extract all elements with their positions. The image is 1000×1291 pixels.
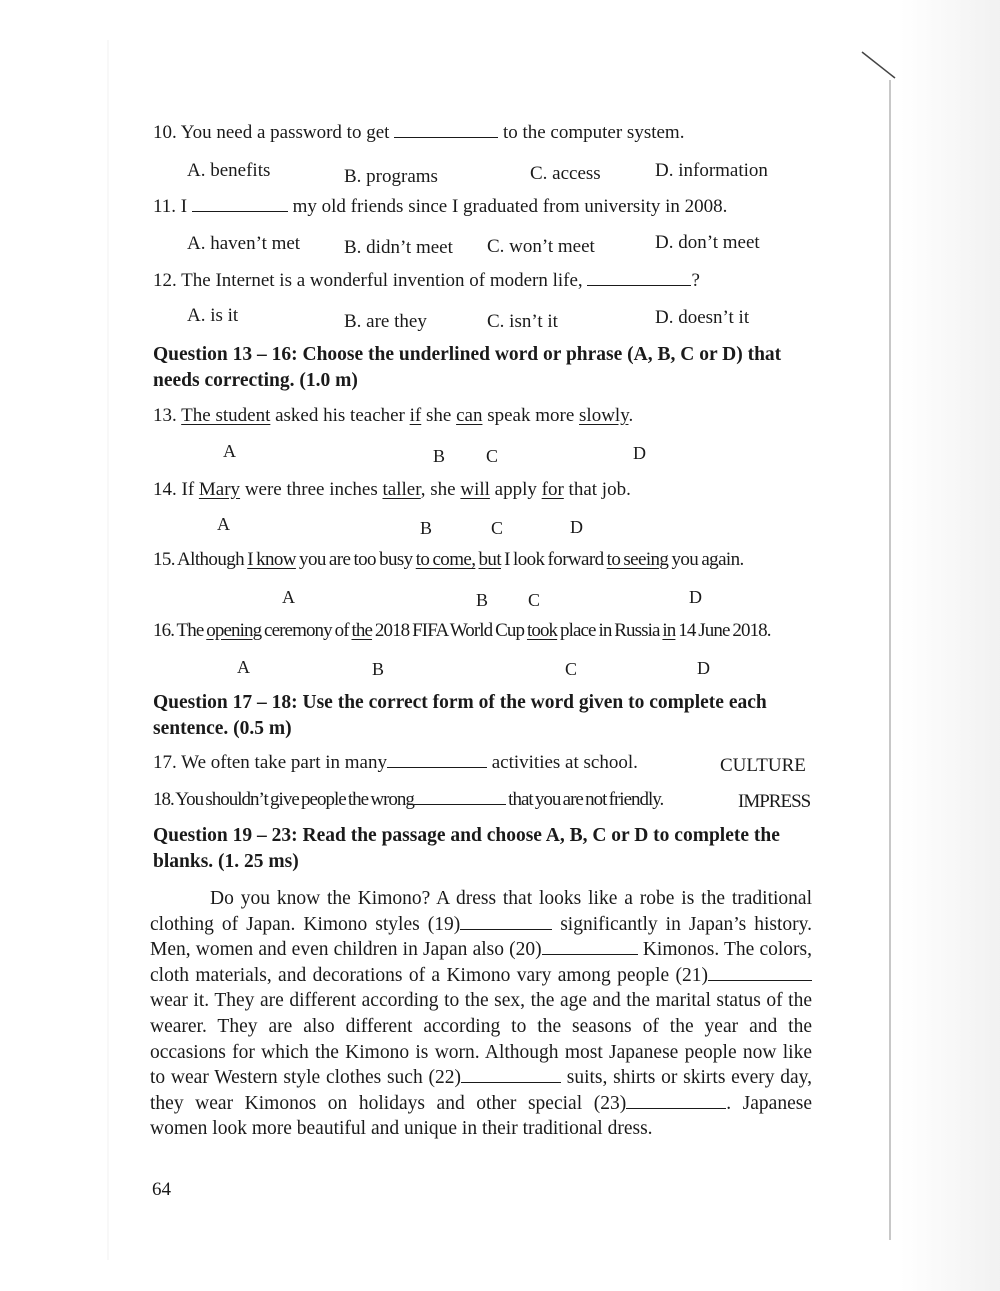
q10-option-b: B. programs <box>344 166 438 187</box>
q15-number: 15. Although <box>153 549 245 570</box>
question-17 <box>153 752 638 774</box>
q13-underlined-a: The student <box>181 405 271 426</box>
q14-text-4: that job. <box>568 479 631 500</box>
q16-mark-b: B <box>372 659 385 679</box>
question-12 <box>153 270 700 292</box>
q16-mark-a: A <box>237 657 250 677</box>
q14-mark-a: A <box>217 514 230 534</box>
q16-text-3: place in Russia <box>560 620 660 641</box>
q13-number: 13. <box>153 405 177 426</box>
q16-mark-c: C <box>565 659 578 679</box>
q11-option-c: C. won’t meet <box>487 236 595 257</box>
q15-underlined-b: to come, <box>415 549 476 570</box>
q12-option-d: D. doesn’t it <box>655 307 750 328</box>
q15-mark-b: B <box>476 590 489 610</box>
passage-part-6: . Japanese women look more beautiful and unique in their traditional dress. <box>150 1092 812 1140</box>
q16-mark-d: D <box>697 658 710 678</box>
q12-text-post: ? <box>691 270 700 291</box>
q13-mark-b: B <box>433 446 446 466</box>
q13-underlined-c: can <box>456 405 483 426</box>
q15-mark-a: A <box>282 587 295 607</box>
q12-option-c: C. isn’t it <box>487 311 558 332</box>
q16-number: 16. The <box>153 620 204 641</box>
q12-option-b: B. are they <box>344 311 427 332</box>
passage-part-3: Kimonos. The colors, cloth materials, and decorations of a Kimono vary among people (21) <box>150 939 813 986</box>
q14-underlined-a: Mary <box>198 479 241 500</box>
q16-text-2: 2018 FIFA World Cup <box>374 620 525 641</box>
question-14 <box>153 479 631 501</box>
q13-text-1: asked his teacher <box>275 405 405 426</box>
q18-text-pre: 18. You shouldn’t give people the wrong <box>153 789 414 810</box>
blank-19 <box>460 914 552 930</box>
q13-text-2: she <box>426 405 452 426</box>
q16-text-4: 14 June 2018. <box>678 620 771 641</box>
q14-underlined-c: will <box>460 479 490 500</box>
q17-text-post: activities at school. <box>491 752 638 773</box>
passage-part-2: significantly in Japan’s history. Men, women and even children in Japan also (20) <box>150 913 813 961</box>
q12-blank <box>587 270 691 286</box>
question-10 <box>153 122 684 144</box>
q15-underlined-d: to seeing <box>606 549 669 570</box>
q11-option-d: D. don’t meet <box>655 232 760 253</box>
q15-underlined-c: but <box>478 549 501 570</box>
q15-text-1: you are too busy <box>299 549 413 570</box>
passage-part-5: suits, shirts or skirts every day, they wear Kimonos on holidays and other special (23) <box>150 1067 812 1114</box>
blank-23 <box>626 1093 726 1109</box>
q14-text-1: were three inches <box>244 479 378 500</box>
section1-line2: needs correcting. (1.0 m) <box>153 370 358 391</box>
section1-line1: Question 13 – 16: Choose the underlined word or phrase (A, B, C or D) that <box>153 344 782 365</box>
q14-underlined-b: taller <box>382 479 421 500</box>
q13-underlined-b: if <box>409 405 422 426</box>
q13-text-4: . <box>628 405 634 426</box>
q10-option-c: C. access <box>530 163 601 184</box>
section2-line1: Question 17 – 18: Use the correct form of the word given to complete each <box>153 692 767 713</box>
question-15 <box>153 549 744 571</box>
q13-text-3: speak more <box>487 405 575 426</box>
q15-text-2: I look forward <box>504 549 604 570</box>
q10-option-a: A. benefits <box>187 160 271 181</box>
section-heading-19-23 <box>153 823 813 875</box>
q16-underlined-c: took <box>526 620 558 641</box>
q14-number: 14. If <box>153 479 195 500</box>
q14-mark-d: D <box>570 517 583 537</box>
q17-text-pre: 17. We often take part in many <box>153 752 387 773</box>
page-number: 64 <box>152 1179 171 1200</box>
q16-text-1: ceremony of <box>264 620 349 641</box>
blank-20 <box>542 939 638 955</box>
question-18 <box>153 789 663 811</box>
q14-mark-b: B <box>420 518 433 538</box>
section-heading-13-16 <box>153 342 781 394</box>
q13-mark-a: A <box>223 441 236 461</box>
q14-mark-c: C <box>491 518 504 538</box>
q10-number: 10. <box>153 122 177 143</box>
blank-21 <box>708 965 812 981</box>
q10-text-pre: You need a password to get <box>180 122 390 143</box>
q18-text-post: that you are not friendly. <box>508 789 664 810</box>
q14-text-2: , she <box>420 479 456 500</box>
q17-word: CULTURE <box>720 755 806 776</box>
q15-underlined-a: I know <box>247 549 296 570</box>
section2-line2: sentence. (0.5 m) <box>153 718 292 739</box>
q18-blank <box>414 789 506 805</box>
question-13 <box>153 405 633 427</box>
q16-underlined-a: opening <box>206 620 262 641</box>
q15-mark-d: D <box>689 587 702 607</box>
q13-mark-d: D <box>633 443 646 463</box>
q12-text-pre: The Internet is a wonderful invention of modern life, <box>181 270 583 291</box>
passage-part-4: wear it. They are different according to the sex, the age and the marital status of the wearer. They are also different according to the seasons of the year and the occasions for which the Kimono is worn. Although most Japanese people now like to wear Western style clothes such (22) <box>150 990 812 1089</box>
q11-option-a: A. haven’t met <box>187 233 301 254</box>
section3-line1: Question 19 – 23: Read the passage and choose A, B, C or D to complete the <box>153 825 780 846</box>
q15-mark-c: C <box>528 590 541 610</box>
q11-number: 11. I <box>153 196 188 217</box>
question-11 <box>153 196 727 218</box>
q17-blank <box>387 752 487 768</box>
q11-blank <box>192 196 288 212</box>
q16-underlined-b: the <box>351 620 373 641</box>
q11-option-b: B. didn’t meet <box>344 237 453 258</box>
q15-text-3: you again. <box>671 549 744 570</box>
q14-text-3: apply <box>494 479 537 500</box>
q11-text-post: my old friends since I graduated from university in 2008. <box>292 196 728 217</box>
section-heading-17-18 <box>153 690 813 742</box>
q16-underlined-d: in <box>662 620 676 641</box>
q13-mark-c: C <box>486 446 499 466</box>
question-16 <box>153 620 771 642</box>
q13-underlined-d: slowly <box>579 405 629 426</box>
q10-option-d: D. information <box>655 160 768 181</box>
blank-22 <box>461 1067 561 1083</box>
q18-word: IMPRESS <box>738 791 811 812</box>
q10-blank <box>394 122 498 138</box>
q12-option-a: A. is it <box>187 305 239 326</box>
q12-number: 12. <box>153 270 177 291</box>
section3-line2: blanks. (1. 25 ms) <box>153 851 299 872</box>
reading-passage <box>150 886 812 1142</box>
q14-underlined-d: for <box>541 479 564 500</box>
q10-text-post: to the computer system. <box>502 122 685 143</box>
passage-part-1: Do you know the Kimono? A dress that looks like a robe is the traditional clothing of Japan. Kimono styles (19) <box>150 888 812 935</box>
